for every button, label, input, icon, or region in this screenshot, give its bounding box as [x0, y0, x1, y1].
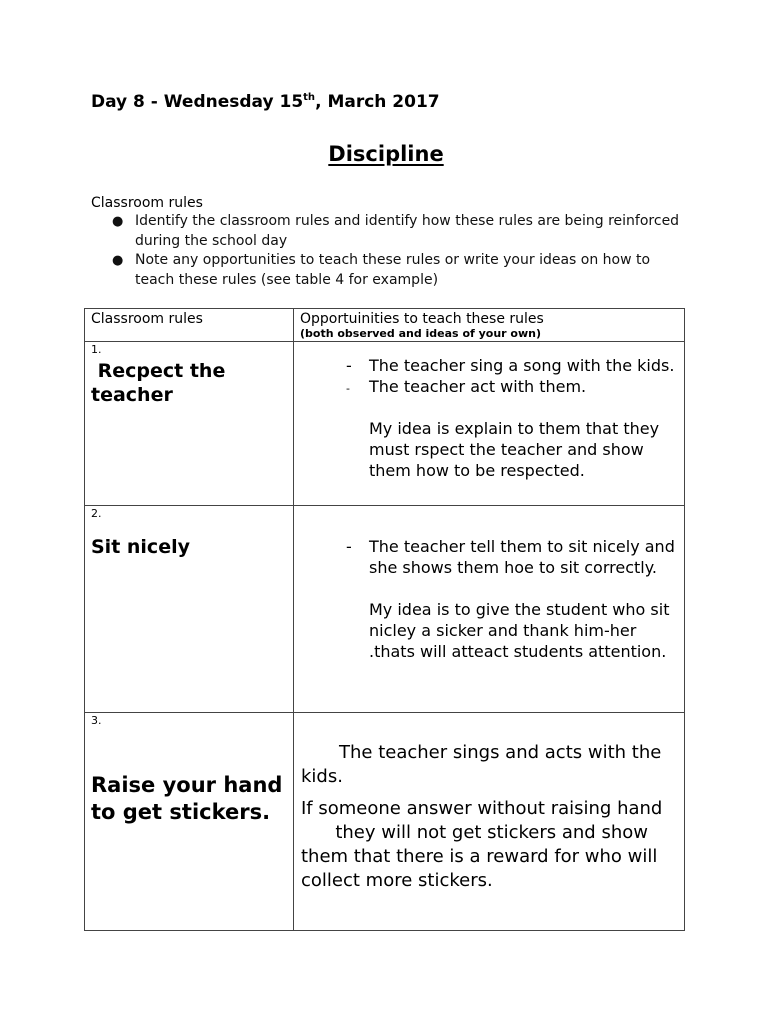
opportunity-cell — [294, 342, 685, 506]
list-item-text: Identify the classroom rules and identify how these rules are being reinforced during the school day — [135, 213, 680, 249]
opportunity-cell — [294, 506, 685, 713]
list-item — [112, 212, 682, 251]
list-item — [294, 536, 684, 578]
column-header-opportunities — [294, 309, 685, 342]
column-header-opportunities-subtitle: (both observed and ideas of your own) — [300, 327, 542, 340]
list-item-text: The teacher act with them. — [369, 377, 587, 396]
idea-text — [301, 797, 676, 893]
row-number: 2. — [91, 507, 102, 520]
table-row — [85, 713, 685, 931]
rules-table — [84, 308, 685, 931]
idea-text: My idea is to give the student who sit nicley a sicker and thank him-her .thats will atteact students attention. — [369, 600, 670, 661]
table-row — [85, 506, 685, 713]
idea-text: My idea is explain to them that they must rspect the teacher and show them how to be respected. — [369, 419, 660, 480]
rule-text-content: Recpect the teacher — [91, 360, 226, 406]
observed-text: The teacher sings and acts with the kids. — [301, 742, 662, 787]
section-label: Classroom rules — [91, 195, 203, 211]
rule-text — [85, 359, 293, 407]
column-header-opportunities-title: Opportuinities to teach these rules — [300, 311, 544, 327]
page-title-wrap — [0, 142, 768, 166]
rule-cell — [85, 506, 294, 713]
rule-text: Raise your hand to get stickers. — [91, 773, 283, 824]
instructions-list — [112, 212, 682, 290]
table-header-row — [85, 309, 685, 342]
opportunity-block — [294, 741, 684, 893]
dash-icon: - — [346, 537, 352, 556]
rule-cell — [85, 342, 294, 506]
day-heading — [91, 92, 440, 112]
rule-text: Sit nicely — [91, 536, 190, 558]
day-heading-superscript: th — [303, 92, 316, 103]
idea-text-part: If someone answer without raising hand — [301, 798, 663, 819]
list-item — [294, 355, 684, 376]
list-item-text: The teacher sing a song with the kids. — [369, 356, 675, 375]
bullet-icon: ● — [112, 253, 124, 268]
opportunity-cell — [294, 713, 685, 931]
day-heading-date: , March 2017 — [315, 92, 440, 112]
list-item-text: The teacher tell them to sit nicely and she shows them hoe to sit correctly. — [369, 537, 675, 577]
rule-cell — [85, 713, 294, 931]
list-item-text: Note any opportunities to teach these rules or write your ideas on how to teach these rules (see table 4 for example) — [135, 252, 651, 288]
row-number: 3. — [91, 714, 102, 727]
opportunity-block — [294, 536, 684, 662]
idea-text-part: they will not get stickers and show them that there is a reward for who will collect more stickers. — [301, 822, 658, 891]
page-title: Discipline — [328, 142, 444, 166]
dash-icon: - — [346, 356, 352, 375]
row-number: 1. — [91, 343, 102, 356]
table-row — [85, 342, 685, 506]
column-header-rules: Classroom rules — [85, 309, 294, 342]
list-item — [294, 376, 684, 397]
opportunity-block — [294, 355, 684, 481]
list-item — [112, 251, 682, 290]
dash-icon: - — [346, 382, 350, 395]
day-heading-text: Day 8 - Wednesday 15 — [91, 92, 304, 112]
bullet-icon: ● — [112, 214, 124, 229]
